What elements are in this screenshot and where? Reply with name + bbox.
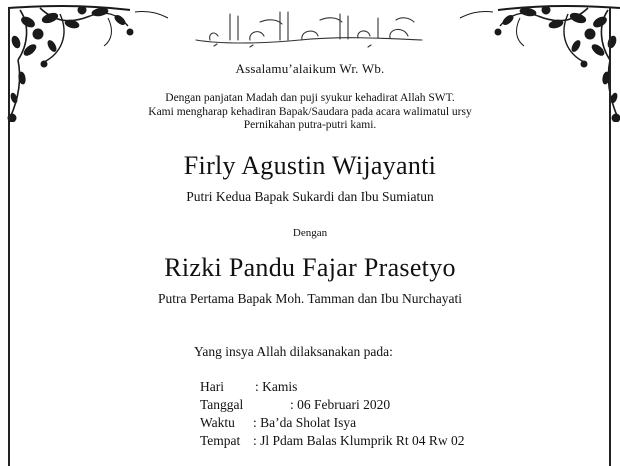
intro-line: Dengan panjatan Madah dan puji syukur kehadirat Allah SWT. <box>165 92 455 104</box>
bride-name: Firly Agustin Wijayanti <box>183 151 437 180</box>
bride-parents: Putri Kedua Bapak Sukardi dan Ibu Sumiatun <box>186 189 434 204</box>
detail-label: Tanggal <box>200 397 244 412</box>
detail-value: : Ba’da Sholat Isya <box>253 415 357 430</box>
detail-label: Waktu <box>200 415 235 430</box>
groom-name: Rizki Pandu Fajar Prasetyo <box>164 253 456 282</box>
intro-line: Kami mengharap kehadiran Bapak/Saudara pada acara walimatul ursy <box>148 105 472 118</box>
bismillah-calligraphy <box>190 6 430 50</box>
groom-parents: Putra Pertama Bapak Moh. Tamman dan Ibu Nurchayati <box>158 291 462 306</box>
intro-paragraph <box>0 92 620 133</box>
detail-label: Tempat <box>200 433 241 448</box>
greeting: Assalamu’alaikum Wr. Wb. <box>235 61 385 76</box>
detail-value: : 06 Februari 2020 <box>290 397 391 412</box>
detail-value: : Jl Pdam Balas Klumprik Rt 04 Rw 02 <box>253 433 465 448</box>
detail-value: : Kamis <box>255 379 298 394</box>
connector-text: Dengan <box>292 227 328 239</box>
schedule-intro: Yang insya Allah dilaksanakan pada: <box>194 344 393 359</box>
intro-line: Pernikahan putra-putri kami. <box>243 119 377 131</box>
detail-label: Hari <box>200 379 224 394</box>
